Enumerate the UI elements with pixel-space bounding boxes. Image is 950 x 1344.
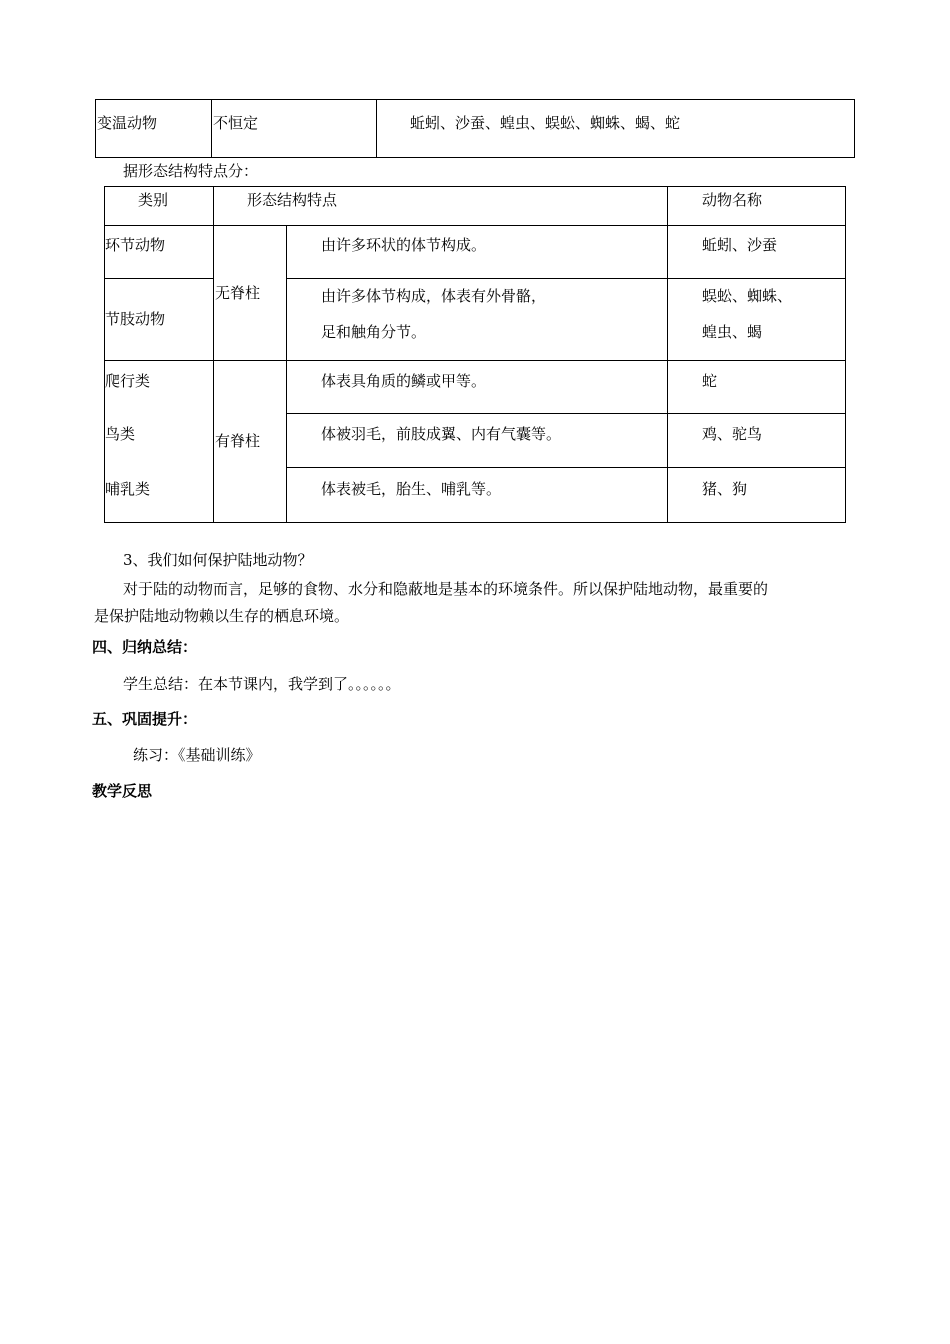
table-row: [105, 361, 846, 414]
table-row: [105, 226, 846, 279]
header-category: 类别: [138, 191, 169, 209]
category-label: 环节动物: [105, 236, 166, 254]
section-5-text: 练习：《基础训练》: [133, 746, 261, 764]
table-cell: [212, 100, 377, 158]
category-label: 鸟类: [105, 424, 136, 443]
group-invertebrate: 无脊柱: [215, 283, 261, 302]
animal-text: 蛇: [702, 372, 718, 390]
section-4-heading: 四、归纳总结：: [92, 638, 198, 656]
animal-cell: [668, 361, 846, 414]
temperature-table: [95, 99, 855, 158]
feature-cell: [287, 226, 668, 279]
header-feature: 形态结构特点: [247, 191, 338, 209]
feature-cell: [287, 468, 668, 523]
feature-text: 足和触角分节。: [321, 323, 427, 341]
category-cell: [105, 279, 214, 361]
table-cell: [377, 100, 855, 158]
category-label: 变温动物: [97, 114, 158, 132]
feature-text: 由许多环状的体节构成。: [321, 236, 487, 254]
table-cell: [96, 100, 212, 158]
animal-cell: [668, 279, 846, 361]
header-animal: 动物名称: [702, 191, 763, 209]
animal-cell: [668, 414, 846, 468]
morphology-table: [104, 186, 846, 523]
temperature-label: 不恒定: [213, 114, 259, 132]
question-3: 3、我们如何保护陆地动物？: [123, 551, 313, 569]
section-4-text: 学生总结：在本节课内，我学到了。。。。。。: [123, 675, 401, 693]
animal-text: 猪、狗: [702, 480, 748, 498]
header-cell: [214, 187, 668, 226]
animal-text: 蚯蚓、沙蚕: [702, 236, 778, 254]
category-label: 节肢动物: [105, 310, 166, 328]
feature-text: 体表具角质的鳞或甲等。: [321, 372, 487, 390]
feature-cell: [287, 279, 668, 361]
header-cell: [105, 187, 214, 226]
animal-text: 鸡、驼鸟: [702, 425, 763, 443]
feature-cell: [287, 361, 668, 414]
header-cell: [668, 187, 846, 226]
group-cell: [214, 361, 287, 523]
feature-text: 由许多体节构成，体表有外骨骼，: [321, 287, 547, 305]
animal-text: 蝗虫、蝎: [702, 323, 763, 341]
reflection-heading: 教学反思: [92, 782, 153, 800]
group-vertebrate: 有脊柱: [215, 432, 261, 450]
group-cell: [214, 226, 287, 361]
category-cell: [105, 468, 214, 523]
category-label: 爬行类: [105, 372, 151, 390]
category-cell: [105, 414, 214, 468]
animal-text: 蜈蚣、蜘蛛、: [702, 287, 793, 305]
animal-list: 蚯蚓、沙蚕、蝗虫、蜈蚣、蜘蛛、蝎、蛇: [410, 114, 681, 132]
answer-3-line2: 是保护陆地动物赖以生存的栖息环境。: [94, 607, 350, 625]
feature-cell: [287, 414, 668, 468]
category-cell: [105, 361, 214, 414]
feature-text: 体表被毛，胎生、哺乳等。: [321, 480, 502, 498]
category-label: 哺乳类: [105, 479, 151, 498]
section-intro: 据形态结构特点分：: [123, 162, 259, 180]
answer-3-line1: 对于陆的动物而言，足够的食物、水分和隐蔽地是基本的环境条件。所以保护陆地动物，最重要的: [123, 580, 769, 598]
animal-cell: [668, 226, 846, 279]
animal-cell: [668, 468, 846, 523]
section-5-heading: 五、巩固提升：: [92, 710, 198, 728]
category-cell: [105, 226, 214, 279]
feature-text: 体被羽毛，前肢成翼、内有气囊等。: [321, 425, 562, 443]
